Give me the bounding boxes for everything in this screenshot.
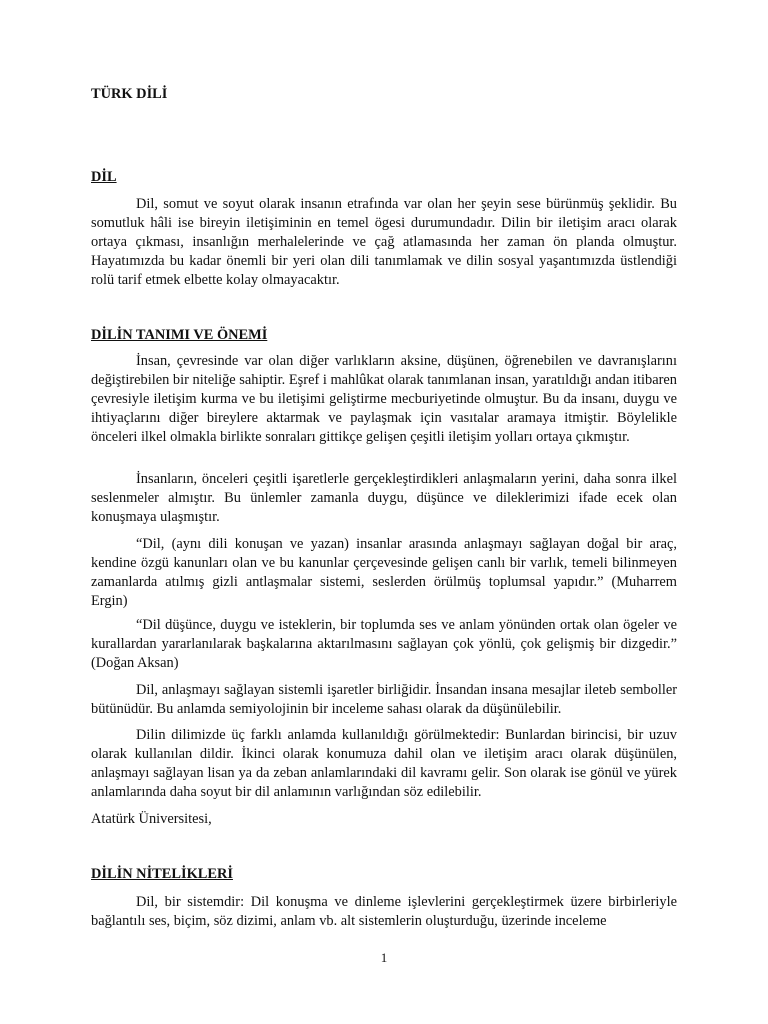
paragraph: Dil, bir sistemdir: Dil konuşma ve dinleme işlevlerini gerçekleştirmek üzere birbirleriyle bağlantılı ses, biçim, söz dizimi, anlam vb. alt sistemlerin oluşturduğu, üzerinde inceleme xyxy=(91,894,677,929)
paragraph: Dil, anlaşmayı sağlayan sistemli işaretler birliğidir. İnsandan insana mesajlar ileteb semboller bütünüdür. Bu anlamda semiyolojinin bir inceleme sahası olarak da düşünülebilir. xyxy=(91,682,677,717)
page-number: 1 xyxy=(380,950,388,965)
paragraph: Dil, somut ve soyut olarak insanın etrafında var olan her şeyin sese bürünmüş şeklidir. Bu somutluk hâli ise bireyin iletişiminin en temel ögesi durumundadır. Dilin bir iletişim aracı olarak ortaya çıkması, insanlığın merhalelerinde ve çağ atlamasında her zaman ön planda olmuştur. Hayatımızda bu kadar önemli bir yeri olan dili tanımlamak ve dilin sosyal yaşantımızda üstlendiği rolü tarif etmek elbette kolay olmayacaktır. xyxy=(91,196,677,288)
document-title: TÜRK DİLİ xyxy=(91,86,168,102)
paragraph: İnsan, çevresinde var olan diğer varlıkların aksine, düşünen, öğrenebilen ve davranışlarını değiştirebilen bir niteliğe sahiptir. Eşref i mahlûkat olarak tanımlanan insan, yaratıldığı andan itibaren çevresiyle iletişim kurma ve bu iletişimi geliştirme mecburiyetinde olmuştur. Bu da insanı, duygu ve ihtiyaçlarını diğer bireylere aktarmak ve paylaşmak için vasıtalar aramaya itmiştir. Böylelikle önceleri ilkel olmakla birlikte sonraları gittikçe gelişen çeşitli iletişim yolları ortaya çıkmıştır. xyxy=(91,353,677,445)
quote-paragraph: “Dil düşünce, duygu ve isteklerin, bir toplumda ses ve anlam yönünden ortak olan ögeler ve kurallardan yararlanılarak başkalarına aktarılmasını sağlayan çok yönlü, çok gelişmiş bir dizgedir.” (Doğan Aksan) xyxy=(91,617,677,671)
paragraph: Dilin dilimizde üç farklı anlamda kullanıldığı görülmektedir: Bunlardan birincisi, bir uzuv olarak kullanılan dildir. İkinci olarak konumuza dahil olan ve iletişim aracı olarak düşünülen, anlaşmayı sağlayan lisan ya da zeban anlamlarındaki dil kavramı gelir. Son olarak ise gönül ve yürek anlamlarında daha soyut bir dil anlamının varlığından söz edilebilir. xyxy=(91,727,677,800)
section-heading-dil: DİL xyxy=(91,169,117,185)
paragraph: İnsanların, önceleri çeşitli işaretlerle gerçekleştirdikleri anlaşmaların yerini, daha sonra ilkel seslenmeler almıştır. Bu ünlemler zamanla duygu, düşünce ve dileklerimizi ifade ecek olan konuşmaya ulaşmıştır. xyxy=(91,471,677,525)
quote-paragraph: “Dil, (aynı dili konuşan ve yazan) insanlar arasında anlaşmayı sağlayan doğal bir araç, kendine özgü kanunları olan ve bu kanunlar çerçevesinde gelişen canlı bir varlık, temeli bilinmeyen zamanlarda atılmış gizli antlaşmalar sistemi, seslerden örülmüş toplumsal yapıdır.” (Muharrem Ergin) xyxy=(91,536,677,609)
section-heading-dilin-nitelikleri: DİLİN NİTELİKLERİ xyxy=(91,866,233,882)
section-heading-dilin-tanimi: DİLİN TANIMI VE ÖNEMİ xyxy=(91,327,268,343)
paragraph: Atatürk Üniversitesi, xyxy=(91,811,212,827)
